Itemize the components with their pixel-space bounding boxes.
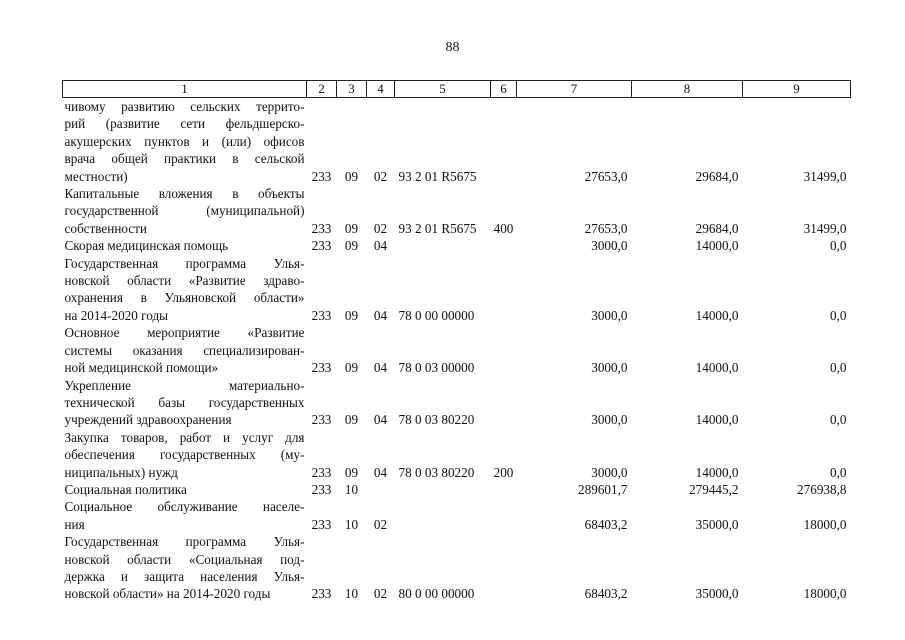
row-name — [63, 498, 307, 533]
row-value-2019: 14000,0 — [695, 307, 739, 323]
budget-table — [62, 80, 851, 603]
row-name-line: ной медицинской помощи» — [64, 360, 219, 376]
row-value-2018: 27653,0 — [584, 168, 628, 184]
row-vr — [491, 498, 517, 533]
row-name — [63, 255, 307, 325]
row-name — [63, 377, 307, 429]
row-value-2018: 3000,0 — [591, 464, 628, 480]
row-name — [63, 185, 307, 237]
row-ved: 233 — [311, 464, 332, 480]
row-name-line: охранения в Ульяновской области» — [64, 290, 305, 306]
row-vr — [491, 98, 517, 186]
header-col-1: 1 — [63, 81, 307, 98]
row-name — [63, 98, 307, 186]
row-value-2020: 31499,0 — [803, 168, 847, 184]
table-row — [63, 498, 851, 533]
row-rz: 09 — [344, 220, 359, 236]
row-pr: 02 — [373, 220, 388, 236]
table-row — [63, 324, 851, 376]
row-name-line: Скорая медицинская помощь — [64, 238, 229, 254]
header-col-8: 8 — [632, 81, 743, 98]
row-ved: 233 — [311, 412, 332, 428]
header-col-9: 9 — [743, 81, 851, 98]
row-csr: 93 2 01 R5675 — [398, 168, 477, 184]
row-name-line: системы оказания специализирован- — [64, 342, 305, 358]
row-value-2019: 35000,0 — [695, 586, 739, 602]
row-ved: 233 — [311, 360, 332, 376]
row-name-line: технической базы государственных — [64, 394, 305, 410]
row-name-line: держка и защита населения Улья- — [64, 568, 305, 584]
row-value-2018: 3000,0 — [591, 412, 628, 428]
row-name-line: Основное мероприятие «Развитие — [64, 325, 305, 341]
row-csr — [395, 481, 491, 498]
row-name-line: ниципальных) нужд — [64, 464, 178, 480]
table-row — [63, 533, 851, 603]
row-value-2020: 31499,0 — [803, 220, 847, 236]
row-rz: 09 — [344, 238, 359, 254]
row-ved: 233 — [311, 238, 332, 254]
header-col-5: 5 — [395, 81, 491, 98]
row-pr: 04 — [373, 464, 388, 480]
row-pr: 04 — [373, 412, 388, 428]
row-vr — [491, 377, 517, 429]
row-name-line: ния — [64, 516, 85, 532]
row-csr: 93 2 01 R5675 — [398, 220, 477, 236]
row-vr — [491, 237, 517, 254]
row-vr — [491, 533, 517, 603]
row-value-2019: 14000,0 — [695, 464, 739, 480]
row-rz: 09 — [344, 307, 359, 323]
row-value-2018: 68403,2 — [584, 586, 628, 602]
row-rz: 09 — [344, 360, 359, 376]
row-pr: 04 — [373, 307, 388, 323]
row-name — [63, 324, 307, 376]
row-rz: 10 — [344, 586, 359, 602]
row-name — [63, 237, 307, 254]
row-vr: 400 — [493, 220, 514, 236]
row-csr: 78 0 03 80220 — [398, 464, 475, 480]
row-name-line: местности) — [64, 168, 128, 184]
row-value-2018: 68403,2 — [584, 516, 628, 532]
row-name-line: собственности — [64, 220, 147, 236]
row-csr: 78 0 00 00000 — [398, 307, 475, 323]
row-value-2020: 276938,8 — [797, 481, 847, 497]
header-row — [63, 81, 851, 98]
table-row — [63, 377, 851, 429]
row-value-2019: 279445,2 — [689, 481, 739, 497]
row-pr: 02 — [373, 516, 388, 532]
row-name-line: Капитальные вложения в объекты — [64, 186, 305, 202]
table-row — [63, 255, 851, 325]
row-name-line: Закупка товаров, работ и услуг для — [64, 429, 305, 445]
row-ved: 233 — [311, 481, 332, 497]
row-name — [63, 481, 307, 498]
header-col-2: 2 — [307, 81, 337, 98]
row-name-line: Социальная политика — [64, 481, 187, 497]
row-value-2019: 29684,0 — [695, 168, 739, 184]
row-csr: 78 0 03 80220 — [398, 412, 475, 428]
row-value-2018: 3000,0 — [591, 360, 628, 376]
row-value-2020: 0,0 — [830, 307, 847, 323]
row-csr: 80 0 00 00000 — [398, 586, 475, 602]
row-pr: 04 — [373, 360, 388, 376]
row-name-line: чивому развитию сельских террито- — [64, 99, 305, 114]
row-name-line: на 2014-2020 годы — [64, 307, 169, 323]
row-ved: 233 — [311, 586, 332, 602]
row-vr — [491, 481, 517, 498]
row-name-line: учреждений здравоохранения — [64, 412, 232, 428]
header-col-4: 4 — [367, 81, 395, 98]
row-csr — [395, 237, 491, 254]
row-rz: 10 — [344, 516, 359, 532]
row-pr: 02 — [373, 168, 388, 184]
row-name-line: новской области» на 2014-2020 годы — [64, 586, 271, 602]
row-value-2019: 14000,0 — [695, 360, 739, 376]
row-name-line: Социальное обслуживание населе- — [64, 499, 305, 515]
row-value-2018: 27653,0 — [584, 220, 628, 236]
table-row — [63, 481, 851, 498]
page-number: 88 — [445, 40, 460, 55]
row-ved: 233 — [311, 168, 332, 184]
row-pr: 04 — [373, 238, 388, 254]
row-value-2019: 35000,0 — [695, 516, 739, 532]
table-row — [63, 429, 851, 481]
row-value-2020: 0,0 — [830, 464, 847, 480]
table-row — [63, 185, 851, 237]
row-name-line: государственной (муниципальной) — [64, 203, 305, 219]
row-value-2020: 0,0 — [830, 412, 847, 428]
row-value-2018: 3000,0 — [591, 307, 628, 323]
row-name-line: Укрепление материально- — [64, 377, 305, 393]
row-name-line: новской области «Развитие здраво- — [64, 273, 305, 289]
row-pr — [367, 481, 395, 498]
row-value-2019: 29684,0 — [695, 220, 739, 236]
row-name-line: рий (развитие сети фельдшерско- — [64, 116, 305, 132]
row-ved: 233 — [311, 516, 332, 532]
row-csr — [395, 498, 491, 533]
row-name-line: врача общей практики в сельской — [64, 151, 305, 167]
row-vr — [491, 255, 517, 325]
row-rz: 09 — [344, 412, 359, 428]
row-rz: 10 — [344, 481, 359, 497]
table-body — [63, 98, 851, 603]
header-col-7: 7 — [517, 81, 632, 98]
row-value-2019: 14000,0 — [695, 238, 739, 254]
row-name-line: новской области «Социальная под- — [64, 551, 305, 567]
table-header — [63, 81, 851, 98]
row-name-line: обеспечения государственных (му- — [64, 447, 305, 463]
row-name-line: акушерских пунктов и (или) офисов — [64, 133, 305, 149]
row-value-2019: 14000,0 — [695, 412, 739, 428]
header-col-3: 3 — [337, 81, 367, 98]
row-vr — [491, 324, 517, 376]
row-name — [63, 533, 307, 603]
row-name-line: Государственная программа Улья- — [64, 534, 305, 550]
table-row — [63, 98, 851, 186]
row-value-2020: 0,0 — [830, 238, 847, 254]
row-rz: 09 — [344, 168, 359, 184]
row-value-2020: 18000,0 — [803, 586, 847, 602]
row-value-2020: 0,0 — [830, 360, 847, 376]
row-value-2020: 18000,0 — [803, 516, 847, 532]
row-ved: 233 — [311, 220, 332, 236]
row-value-2018: 289601,7 — [578, 481, 628, 497]
header-col-6: 6 — [491, 81, 517, 98]
row-csr: 78 0 03 00000 — [398, 360, 475, 376]
row-pr: 02 — [373, 586, 388, 602]
row-rz: 09 — [344, 464, 359, 480]
row-name-line: Государственная программа Улья- — [64, 255, 305, 271]
row-ved: 233 — [311, 307, 332, 323]
table-row — [63, 237, 851, 254]
row-value-2018: 3000,0 — [591, 238, 628, 254]
row-name — [63, 429, 307, 481]
row-vr: 200 — [493, 464, 514, 480]
